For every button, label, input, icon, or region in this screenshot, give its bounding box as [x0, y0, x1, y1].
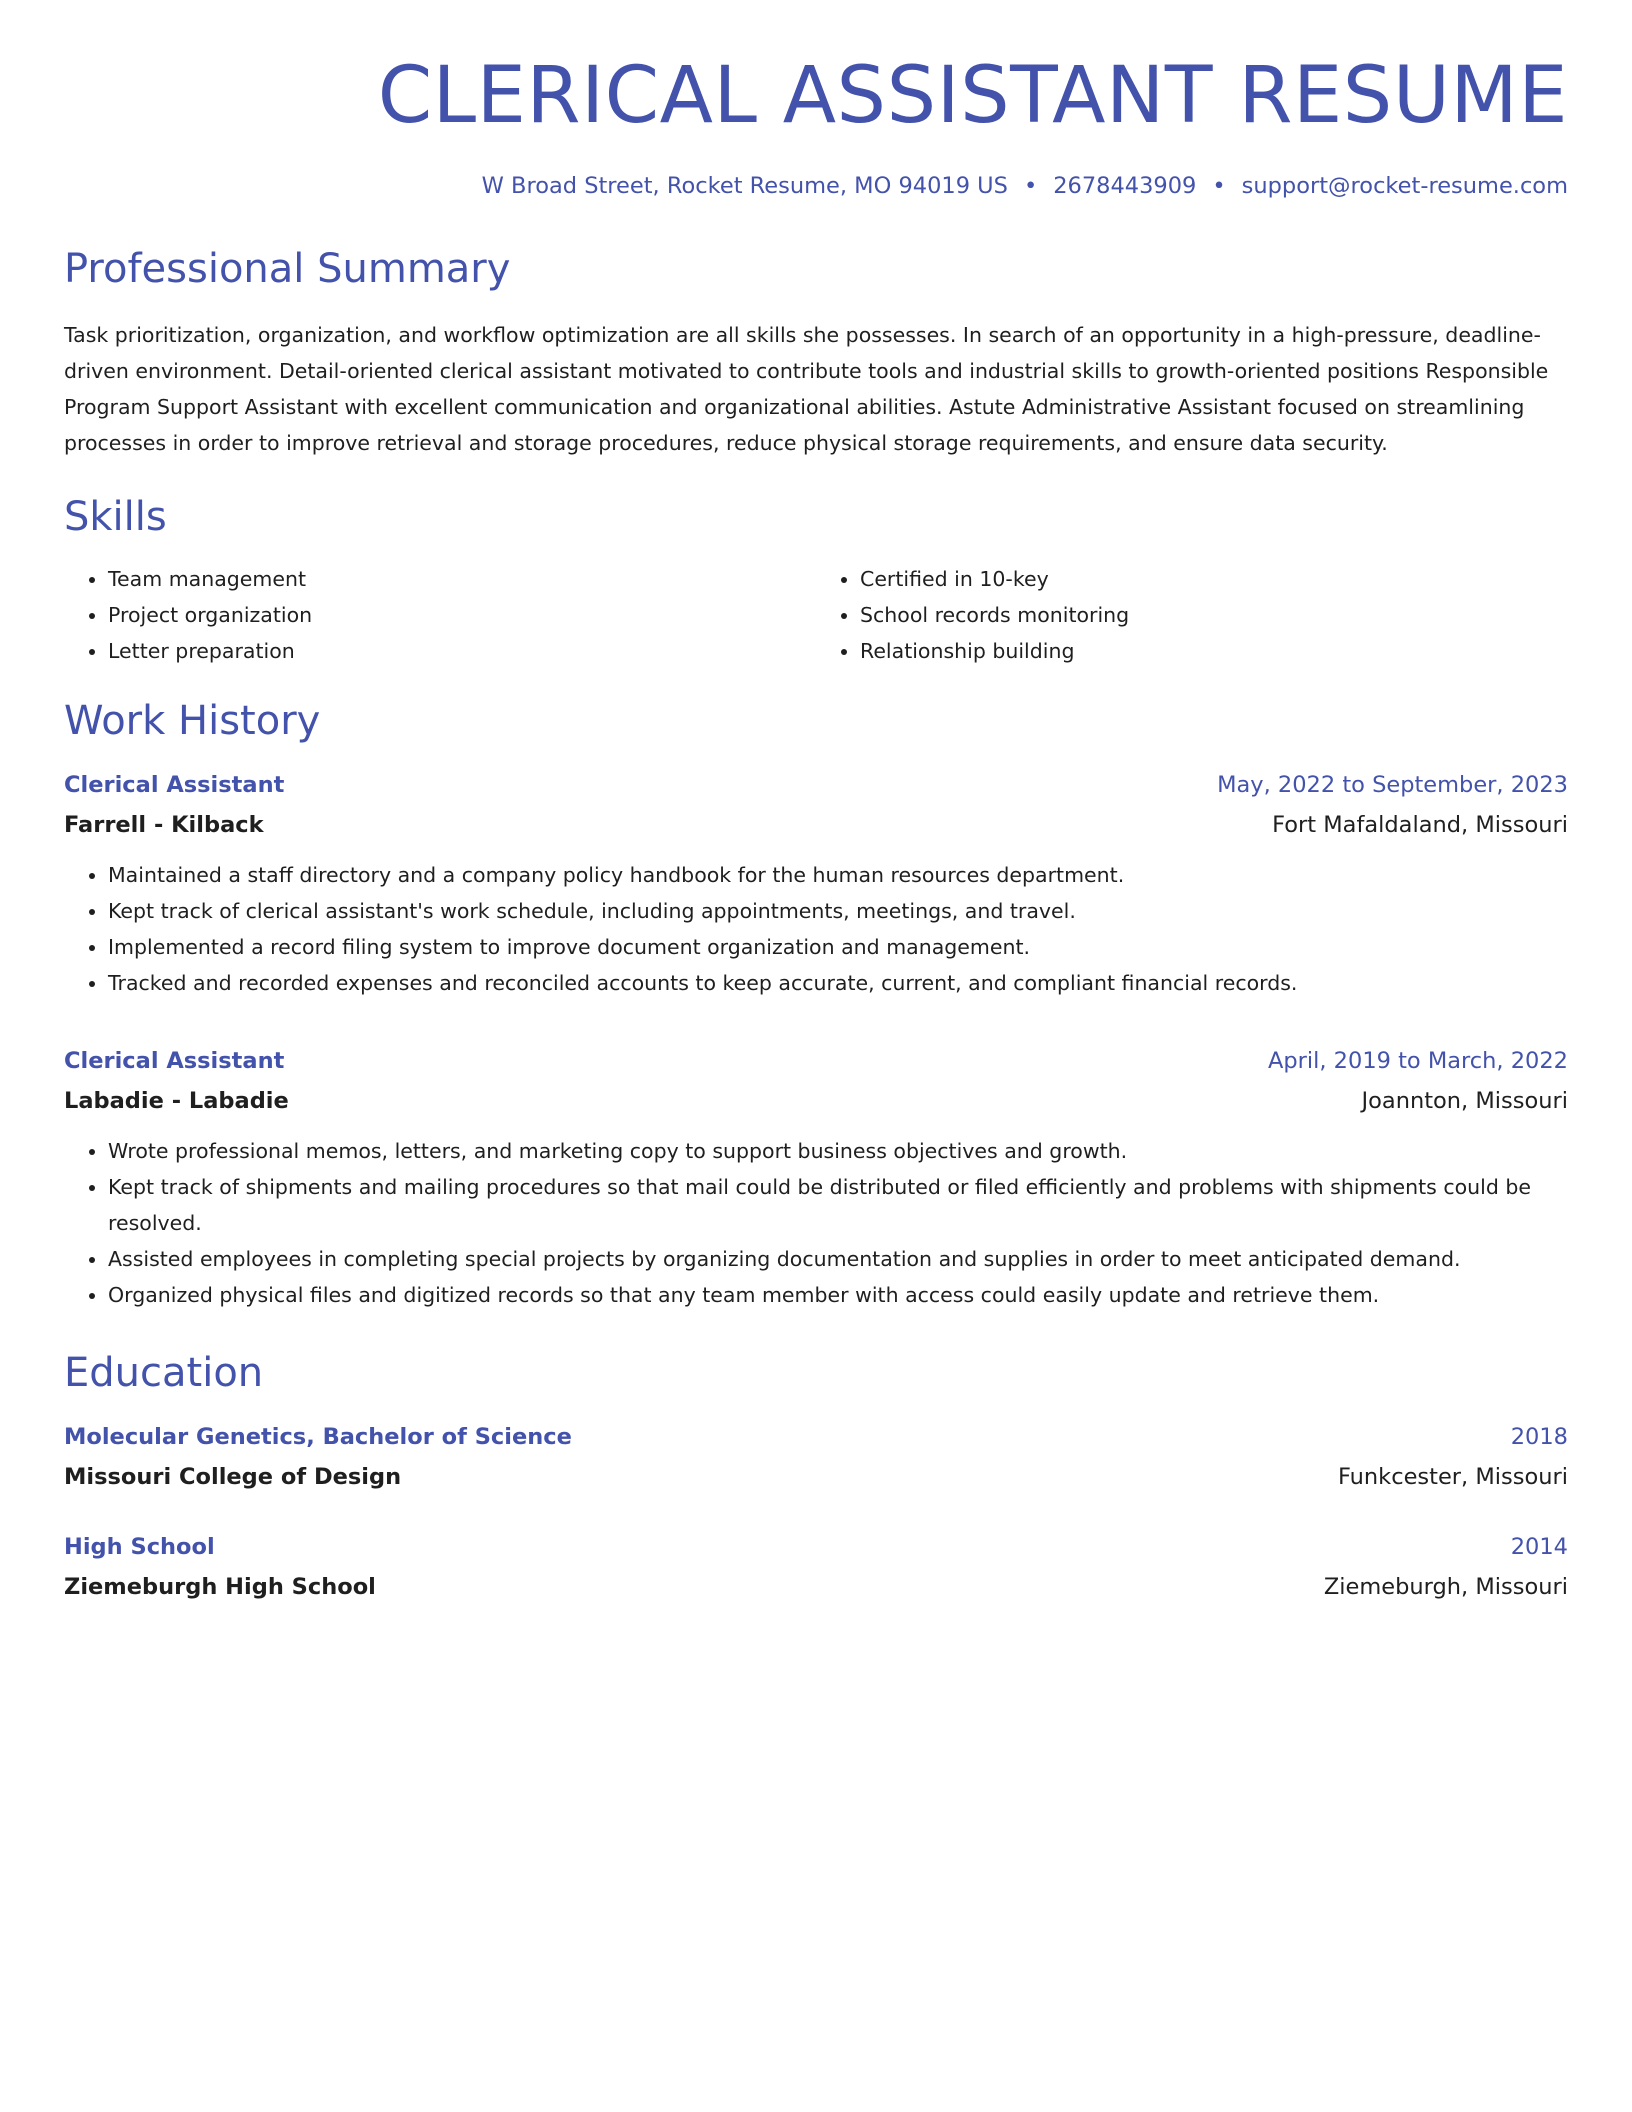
skill-item: • Project organization [108, 597, 816, 633]
skills-heading: Skills [64, 493, 167, 540]
education-section [64, 1349, 1568, 1607]
skills-grid [64, 561, 1568, 669]
job-bullet: • Maintained a staff directory and a company policy handbook for the human resources department. [108, 857, 1568, 893]
job-company: Labadie - Labadie [64, 1087, 289, 1114]
education-location: Funkcester, Missouri [1337, 1463, 1568, 1490]
skill-item: • School records monitoring [860, 597, 1568, 633]
education-degree: High School [64, 1533, 215, 1560]
job-company: Farrell - Kilback [64, 811, 264, 838]
resume-header [64, 50, 1568, 201]
job-bullet: • Organized physical files and digitized records so that any team member with access could easily update and retrieve them. [108, 1277, 1568, 1313]
job-bullet: • Tracked and recorded expenses and reconciled accounts to keep accurate, current, and compliant financial records. [108, 965, 1568, 1001]
contact-line [64, 172, 1568, 201]
contact-phone: 2678443909 [1053, 172, 1197, 199]
education-year: 2014 [1510, 1533, 1568, 1560]
work-history-heading: Work History [64, 697, 321, 744]
education-school: Ziemeburgh High School [64, 1573, 376, 1600]
summary-section [64, 245, 1568, 461]
contact-separator: • [1023, 172, 1038, 199]
skills-section [64, 493, 1568, 669]
education-header-row [64, 1417, 1568, 1457]
skills-list-right [816, 561, 1568, 669]
skill-item: • Relationship building [860, 633, 1568, 669]
education-year: 2018 [1510, 1423, 1568, 1450]
job-bullet: • Kept track of clerical assistant's work schedule, including appointments, meetings, and travel. [108, 893, 1568, 929]
job-entry [64, 765, 1568, 1001]
job-bullets [64, 1133, 1568, 1313]
job-dates: April, 2019 to March, 2022 [1267, 1047, 1568, 1074]
job-bullet: • Implemented a record filing system to improve document organization and management. [108, 929, 1568, 965]
job-location: Joannton, Missouri [1361, 1087, 1568, 1114]
skill-item: • Team management [108, 561, 816, 597]
resume-title: CLERICAL ASSISTANT RESUME [377, 51, 1568, 141]
summary-heading: Professional Summary [64, 245, 511, 292]
job-bullets [64, 857, 1568, 1001]
education-degree: Molecular Genetics, Bachelor of Science [64, 1423, 572, 1450]
job-title: Clerical Assistant [64, 771, 285, 798]
job-bullet: • Wrote professional memos, letters, and marketing copy to support business objectives and growth. [108, 1133, 1568, 1169]
job-title: Clerical Assistant [64, 1047, 285, 1074]
skill-item: • Certified in 10-key [860, 561, 1568, 597]
contact-separator: • [1212, 172, 1226, 199]
education-entry [64, 1527, 1568, 1607]
education-heading: Education [64, 1349, 264, 1396]
job-bullet: • Kept track of shipments and mailing procedures so that mail could be distributed or filed efficiently and problems with shipments could be resolved. [108, 1169, 1568, 1241]
education-header-row [64, 1527, 1568, 1567]
summary-text: Task prioritization, organization, and workflow optimization are all skills she possesses. In search of an opportunity in a high-pressure, deadline-driven environment. Detail-oriented clerical assistant motivated to contribute tools and industrial skills to growth-oriented positions Responsible Program Support Assistant with excellent communication and organizational abilities. Astute Administrative Assistant focused on streamlining processes in order to improve retrieval and storage procedures, reduce physical storage requirements, and ensure data security. [64, 322, 1549, 455]
contact-address: W Broad Street, Rocket Resume, MO 94019 US [481, 172, 1008, 199]
education-school-row [64, 1457, 1568, 1497]
job-entry [64, 1041, 1568, 1313]
work-history-section [64, 697, 1568, 1313]
job-dates: May, 2022 to September, 2023 [1217, 771, 1568, 798]
job-company-row [64, 805, 1568, 845]
job-header-row [64, 765, 1568, 805]
skill-item: • Letter preparation [108, 633, 816, 669]
education-school-row [64, 1567, 1568, 1607]
skills-list-left [64, 561, 816, 669]
job-company-row [64, 1081, 1568, 1121]
contact-email: support@rocket-resume.com [1241, 172, 1568, 199]
job-header-row [64, 1041, 1568, 1081]
job-location: Fort Mafaldaland, Missouri [1272, 811, 1568, 838]
education-entry [64, 1417, 1568, 1497]
job-bullet: • Assisted employees in completing special projects by organizing documentation and supplies in order to meet anticipated demand. [108, 1241, 1568, 1277]
education-location: Ziemeburgh, Missouri [1323, 1573, 1568, 1600]
education-school: Missouri College of Design [64, 1463, 402, 1490]
